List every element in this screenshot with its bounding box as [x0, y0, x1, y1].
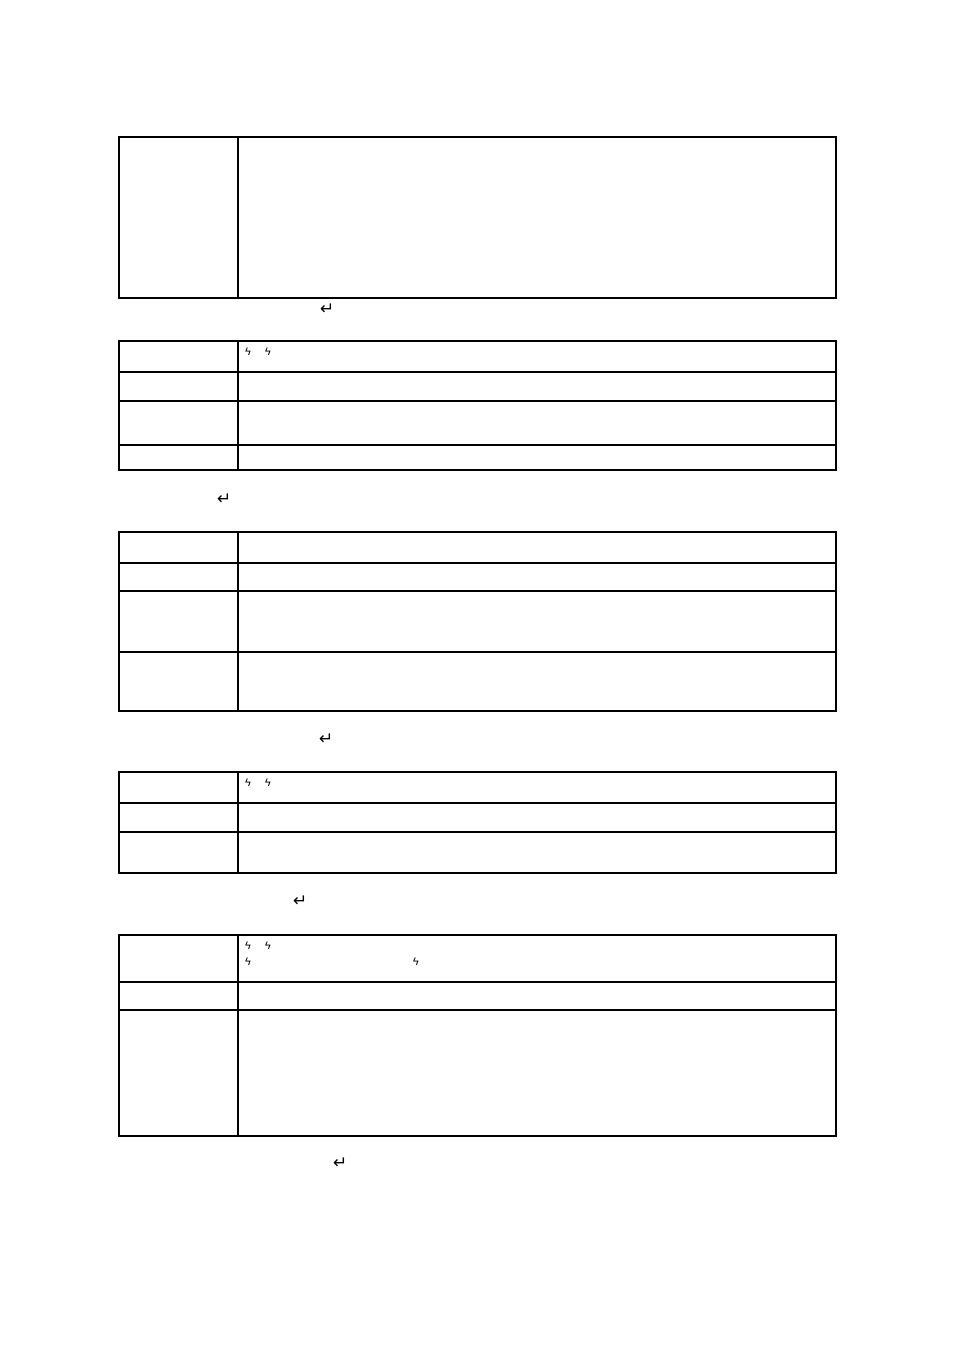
- return-arrow-icon: ↵: [320, 299, 335, 319]
- row-value: [239, 402, 835, 444]
- table-row: [120, 651, 835, 710]
- row-label: [120, 564, 239, 590]
- row-value: [239, 983, 835, 1009]
- table-row: [120, 831, 835, 872]
- row-value: [239, 373, 835, 400]
- row-value: [239, 138, 835, 297]
- row-label: [120, 653, 239, 710]
- table-row: [120, 533, 835, 562]
- return-arrow-icon: ↵: [217, 489, 232, 509]
- row-label: [120, 446, 239, 469]
- table-row: [120, 1009, 835, 1135]
- row-label: [120, 138, 239, 297]
- row-label: [120, 373, 239, 400]
- table-row: [120, 773, 835, 802]
- table-row: [120, 936, 835, 981]
- row-value: [239, 564, 835, 590]
- field-table-4: [118, 771, 837, 874]
- table-row: [120, 138, 835, 297]
- lightning-glyph-icon: ϟ: [245, 940, 251, 952]
- table-row: [120, 562, 835, 590]
- row-label: [120, 1011, 239, 1135]
- field-table-1: [118, 136, 837, 299]
- table-row: [120, 342, 835, 371]
- row-value: [239, 592, 835, 651]
- return-arrow-icon: ↵: [319, 729, 334, 749]
- return-arrow-icon: ↵: [333, 1153, 348, 1173]
- row-value: [239, 446, 835, 469]
- row-label: [120, 533, 239, 562]
- row-label: [120, 983, 239, 1009]
- row-value: [239, 936, 835, 981]
- table-row: [120, 590, 835, 651]
- row-value: [239, 653, 835, 710]
- row-value: [239, 533, 835, 562]
- lightning-glyph-icon: ϟ: [245, 346, 251, 358]
- row-value: [239, 1011, 835, 1135]
- field-table-2: [118, 340, 837, 471]
- table-row: [120, 802, 835, 831]
- lightning-glyph-icon: ϟ: [264, 346, 271, 358]
- row-value: [239, 804, 835, 831]
- row-value: [239, 773, 835, 802]
- field-table-5: [118, 934, 837, 1137]
- row-label: [120, 342, 239, 371]
- row-label: [120, 936, 239, 981]
- row-value: [239, 833, 835, 872]
- row-label: [120, 402, 239, 444]
- row-label: [120, 833, 239, 872]
- lightning-glyph-icon: ϟ: [245, 777, 251, 789]
- lightning-glyph-icon: ϟ: [245, 956, 251, 968]
- field-table-3: [118, 531, 837, 712]
- row-value: [239, 342, 835, 371]
- lightning-glyph-icon: ϟ: [412, 956, 419, 968]
- table-row: [120, 400, 835, 444]
- table-row: [120, 371, 835, 400]
- lightning-glyph-icon: ϟ: [264, 777, 271, 789]
- row-label: [120, 592, 239, 651]
- lightning-glyph-icon: ϟ: [264, 940, 271, 952]
- row-label: [120, 773, 239, 802]
- table-row: [120, 444, 835, 469]
- table-row: [120, 981, 835, 1009]
- row-label: [120, 804, 239, 831]
- return-arrow-icon: ↵: [293, 891, 308, 911]
